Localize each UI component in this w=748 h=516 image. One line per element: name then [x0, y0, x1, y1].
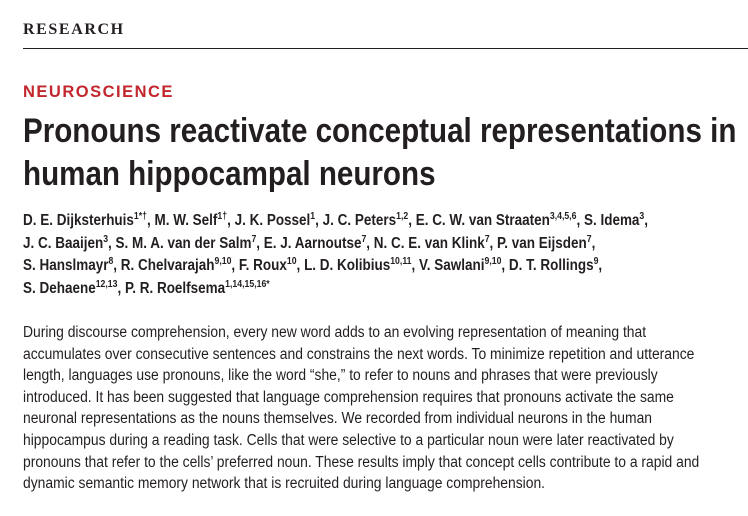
- author-affiliation: 3: [639, 210, 645, 222]
- author-affiliation: 7: [251, 233, 257, 245]
- abstract-line: accumulates over consecutive sentences and constrains the next words. To minimize repetition and utterance: [23, 345, 695, 363]
- author-name: N. C. E. van Klink: [373, 234, 485, 252]
- author-name: P. R. Roelfsema: [124, 279, 226, 297]
- author-name: E. J. Aarnoutse: [263, 234, 362, 252]
- author-name: R. Chelvarajah: [120, 257, 215, 274]
- author-affiliation: 3,4,5,6: [549, 210, 577, 222]
- author-affiliation: 1*†: [133, 210, 147, 222]
- author-name: P. van Eijsden: [497, 234, 587, 252]
- author-affiliation: 9,10: [484, 255, 502, 267]
- author-name: J. C. Baaijen: [23, 234, 104, 252]
- abstract-line: neuronal representations as the nouns themselves. We recorded from individual neurons in the human: [23, 410, 653, 428]
- title-line-1: Pronouns reactivate conceptual representations in: [23, 112, 737, 150]
- author-affiliation: 8: [108, 255, 114, 267]
- title-line-2: human hippocampal neurons: [23, 155, 436, 193]
- subject-kicker: NEUROSCIENCE: [23, 83, 174, 101]
- author-affiliation: 9: [593, 255, 599, 267]
- author-affiliation: 7: [484, 233, 490, 245]
- author-affiliation: 9,10: [214, 255, 232, 267]
- author-line: D. E. Dijksterhuis$^{1*\dagger}$, M. W. Self$^{1\dagger}$, J. K. Possel$^1$, J. C. Peters$^{1,2}$, E. C. W. van Straaten$^{3,4,5,6}$, S. Idema$^3$,: [23, 210, 649, 229]
- abstract: [23, 322, 739, 495]
- author-name: F. Roux: [238, 257, 287, 274]
- author-name: M. W. Self: [154, 212, 218, 229]
- author-name: D. E. Dijksterhuis: [23, 212, 134, 229]
- author-name: V. Sawlani: [419, 257, 485, 274]
- author-affiliation: 1,2: [396, 210, 409, 222]
- author-line: S. Hanslmayr$^8$, R. Chelvarajah$^{9,10}$, F. Roux$^{10}$, L. D. Kolibius$^{10,11}$, V. Sawlani$^{9,10}$, D. T. Rollings$^9$,: [23, 255, 603, 274]
- author-name: S. Hanslmayr: [23, 257, 109, 274]
- abstract-line: During discourse comprehension, every new word adds to an evolving representation of meaning that: [23, 324, 647, 341]
- author-affiliation: 7: [586, 233, 592, 245]
- author-name: J. C. Peters: [322, 212, 397, 229]
- author-name: L. D. Kolibius: [304, 257, 391, 274]
- author-affiliation: 12,13: [95, 278, 118, 290]
- author-name: D. T. Rollings: [508, 257, 594, 274]
- author-line: S. Dehaene$^{12,13}$, P. R. Roelfsema$^{1,14,15,16*}$: [23, 278, 270, 297]
- author-affiliation: 1,14,15,16*: [225, 278, 270, 290]
- author-affiliation: 3: [103, 233, 109, 245]
- header-rule: [23, 48, 748, 49]
- author-name: J. K. Possel: [234, 212, 311, 229]
- abstract-line: hippocampus during a reading task. Cells that were selective to a particular noun were later reactivated by: [23, 431, 674, 449]
- author-name: E. C. W. van Straaten: [415, 212, 550, 229]
- article-title: [23, 110, 737, 196]
- author-name: S. Dehaene: [23, 279, 96, 297]
- section-label: RESEARCH: [23, 21, 125, 38]
- abstract-line: length, languages use pronouns, like the word “she,” to refer to nouns and phrases that were previously: [23, 367, 658, 385]
- abstract-line: dynamic semantic memory network that is recruited during language comprehension.: [23, 475, 546, 493]
- author-line: J. C. Baaijen$^3$, S. M. A. van der Salm$^7$, E. J. Aarnoutse$^7$, N. C. E. van Klink$^7$, P. van Eijsden$^7$,: [23, 233, 596, 252]
- author-affiliation: 1†: [217, 210, 228, 222]
- author-affiliation: 7: [361, 233, 367, 245]
- author-list: [23, 210, 736, 300]
- abstract-line: pronouns that refer to the cells’ preferred noun. These results imply that concept cells contribute to a rapid and: [23, 453, 700, 471]
- author-affiliation: 10: [286, 255, 297, 267]
- author-affiliation: 10,11: [390, 255, 412, 267]
- abstract-line: introduced. It has been suggested that language comprehension requires that pronouns activate the same: [23, 388, 674, 406]
- author-affiliation: 1: [310, 210, 316, 222]
- author-name: S. M. A. van der Salm: [115, 234, 252, 252]
- author-name: S. Idema: [583, 212, 640, 229]
